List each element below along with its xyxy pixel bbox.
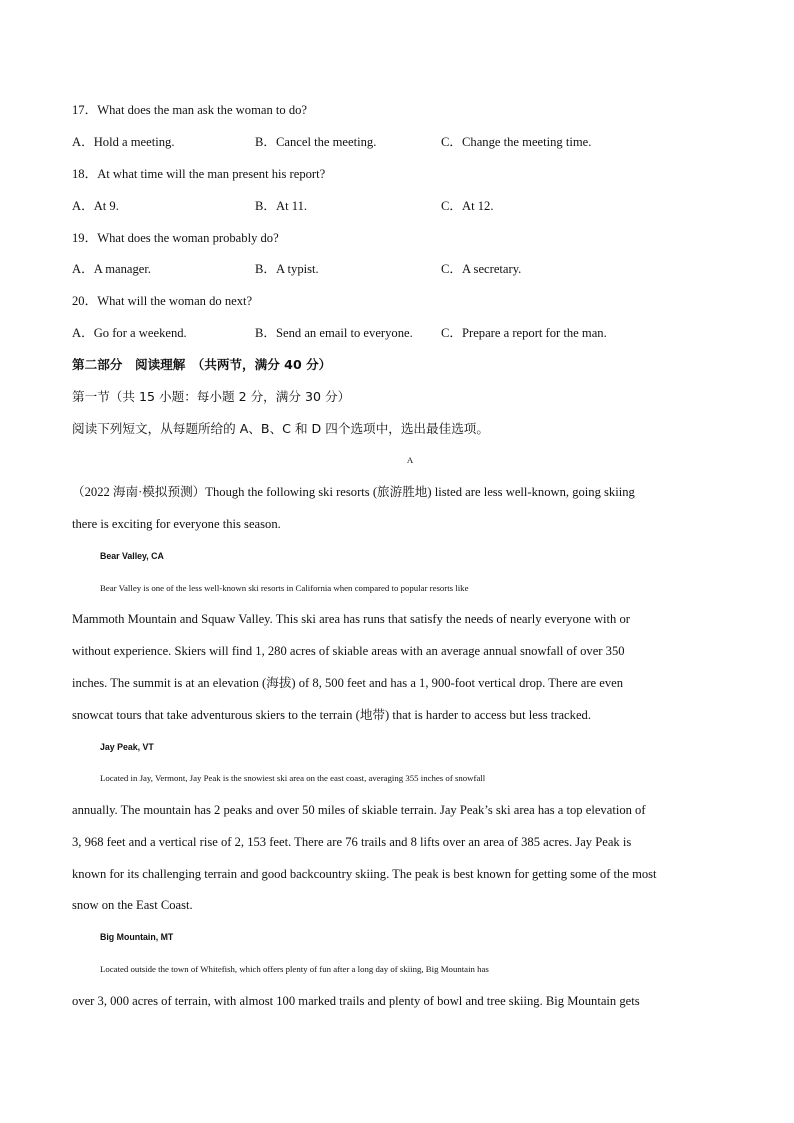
jay-peak-line-1: Located in Jay, Vermont, Jay Peak is the snowiest ski area on the east coast, averaging 355 inches of snowfall [100,773,486,783]
resort-heading-big-mountain: Big Mountain, MT [100,932,174,942]
question-19-option-a: A．A manager. [72,262,152,276]
question-20-option-a: A．Go for a weekend. [72,326,187,340]
instruction: 阅读下列短文，从每题所给的 A、B、C 和 D 四个选项中，选出最佳选项。 [72,421,489,436]
section1-title: 第一节（共 15 小题：每小题 2 分，满分 30 分） [72,389,351,404]
passage-intro-line-1: （2022 海南·模拟预测）Though the following ski resorts (旅游胜地) listed are less well-known, going skiing [72,485,635,499]
question-17-option-b: B．Cancel the meeting. [255,135,377,149]
question-20-option-b: B．Send an email to everyone. [255,326,413,340]
jay-peak-line-3: 3, 968 feet and a vertical rise of 2, 153 feet. There are 76 trails and 8 lifts over an area of 385 acres. Jay Peak is [72,835,632,849]
question-18-option-a: A．At 9. [72,199,119,213]
question-19-option-c: C．A secretary. [441,262,522,276]
question-19-option-b: B．A typist. [255,262,319,276]
bear-valley-line-5: snowcat tours that take adventurous skiers to the terrain (地带) that is harder to access but less tracked. [72,708,591,722]
question-20-stem: 20．What will the woman do next? [72,294,253,308]
resort-heading-jay-peak: Jay Peak, VT [100,742,154,752]
bear-valley-line-2: Mammoth Mountain and Squaw Valley. This ski area has runs that satisfy the needs of nearly everyone with or [72,612,630,626]
big-mountain-line-2: over 3, 000 acres of terrain, with almost 100 marked trails and plenty of bowl and tree skiing. Big Mountain gets [72,994,640,1008]
question-18-option-c: C．At 12. [441,199,494,213]
jay-peak-line-4: known for its challenging terrain and good backcountry skiing. The peak is best known for getting some of the most [72,867,657,881]
question-17-option-c: C．Change the meeting time. [441,135,592,149]
question-18-option-b: B．At 11. [255,199,308,213]
bear-valley-line-4: inches. The summit is at an elevation (海拔) of 8, 500 feet and has a 1, 900-foot vertical drop. There are even [72,676,624,690]
passage-intro-line-2: there is exciting for everyone this season. [72,517,281,531]
question-19-stem: 19．What does the woman probably do? [72,231,279,245]
question-20-option-c: C．Prepare a report for the man. [441,326,607,340]
jay-peak-line-5: snow on the East Coast. [72,898,193,912]
part2-title: 第二部分 阅读理解 （共两节，满分 40 分） [72,357,332,372]
big-mountain-line-1: Located outside the town of Whitefish, which offers plenty of fun after a long day of skiing, Big Mountain has [100,964,489,974]
question-17-option-a: A．Hold a meeting. [72,135,175,149]
bear-valley-line-3: without experience. Skiers will find 1, 280 acres of skiable areas with an average annual snowfall of over 350 [72,644,625,658]
passage-label: A [406,455,414,465]
bear-valley-line-1: Bear Valley is one of the less well-known ski resorts in California when compared to popular resorts like [100,583,469,593]
question-17-stem: 17．What does the man ask the woman to do? [72,103,308,117]
jay-peak-line-2: annually. The mountain has 2 peaks and over 50 miles of skiable terrain. Jay Peak’s ski area has a top elevation of [72,803,646,817]
question-18-stem: 18．At what time will the man present his report? [72,167,326,181]
resort-heading-bear-valley: Bear Valley, CA [100,551,164,561]
